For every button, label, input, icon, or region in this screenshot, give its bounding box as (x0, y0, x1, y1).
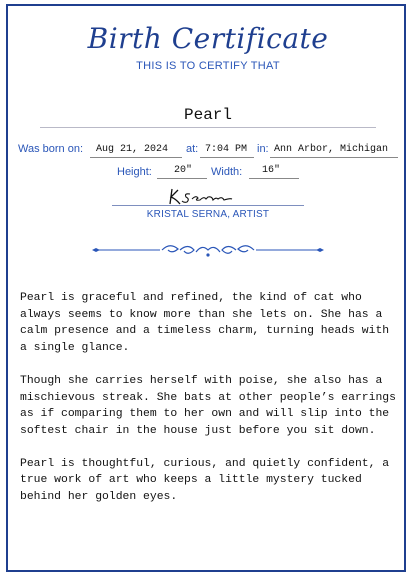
description-paragraph: Though she carries herself with poise, she also has a mischievous streak. She bats at other people’s earrings as if comparing them to her own and will slip into the softest chair in the house just before you sit down. (20, 374, 396, 437)
birth-place-value: Ann Arbor, Michigan (274, 144, 389, 155)
signature-line (112, 205, 304, 206)
name-underline (40, 127, 376, 128)
at-label: at: (186, 143, 199, 155)
in-label: in: (257, 143, 269, 155)
certificate-title: Birth Certificate (87, 22, 329, 55)
subject-name: Pearl (183, 106, 232, 124)
description-paragraph: Pearl is graceful and refined, the kind of cat who always seems to know more than she lets on. She has a calm presence and a timeless charm, turning heads with a single glance. (20, 292, 390, 355)
birth-details-row (0, 143, 416, 161)
size-row (0, 166, 416, 184)
born-on-label: Was born on: (18, 143, 84, 155)
artist-signature (160, 186, 260, 206)
height-label: Height: (117, 166, 152, 178)
certificate-subtitle: THIS IS TO CERTIFY THAT (136, 60, 280, 72)
height-value: 20" (174, 165, 193, 176)
description-paragraph: Pearl is thoughtful, curious, and quietly confident, a true work of art who keeps a little mystery tucked behind her golden eyes. (20, 457, 390, 504)
ornamental-divider (90, 240, 326, 260)
birth-date-value: Aug 21, 2024 (96, 144, 169, 155)
width-value: 16" (262, 165, 281, 176)
width-label: Width: (211, 166, 243, 178)
birth-time-value: 7:04 PM (205, 144, 248, 155)
certificate-description (20, 290, 400, 522)
artist-name: KRISTAL SERNA, ARTIST (146, 209, 270, 220)
